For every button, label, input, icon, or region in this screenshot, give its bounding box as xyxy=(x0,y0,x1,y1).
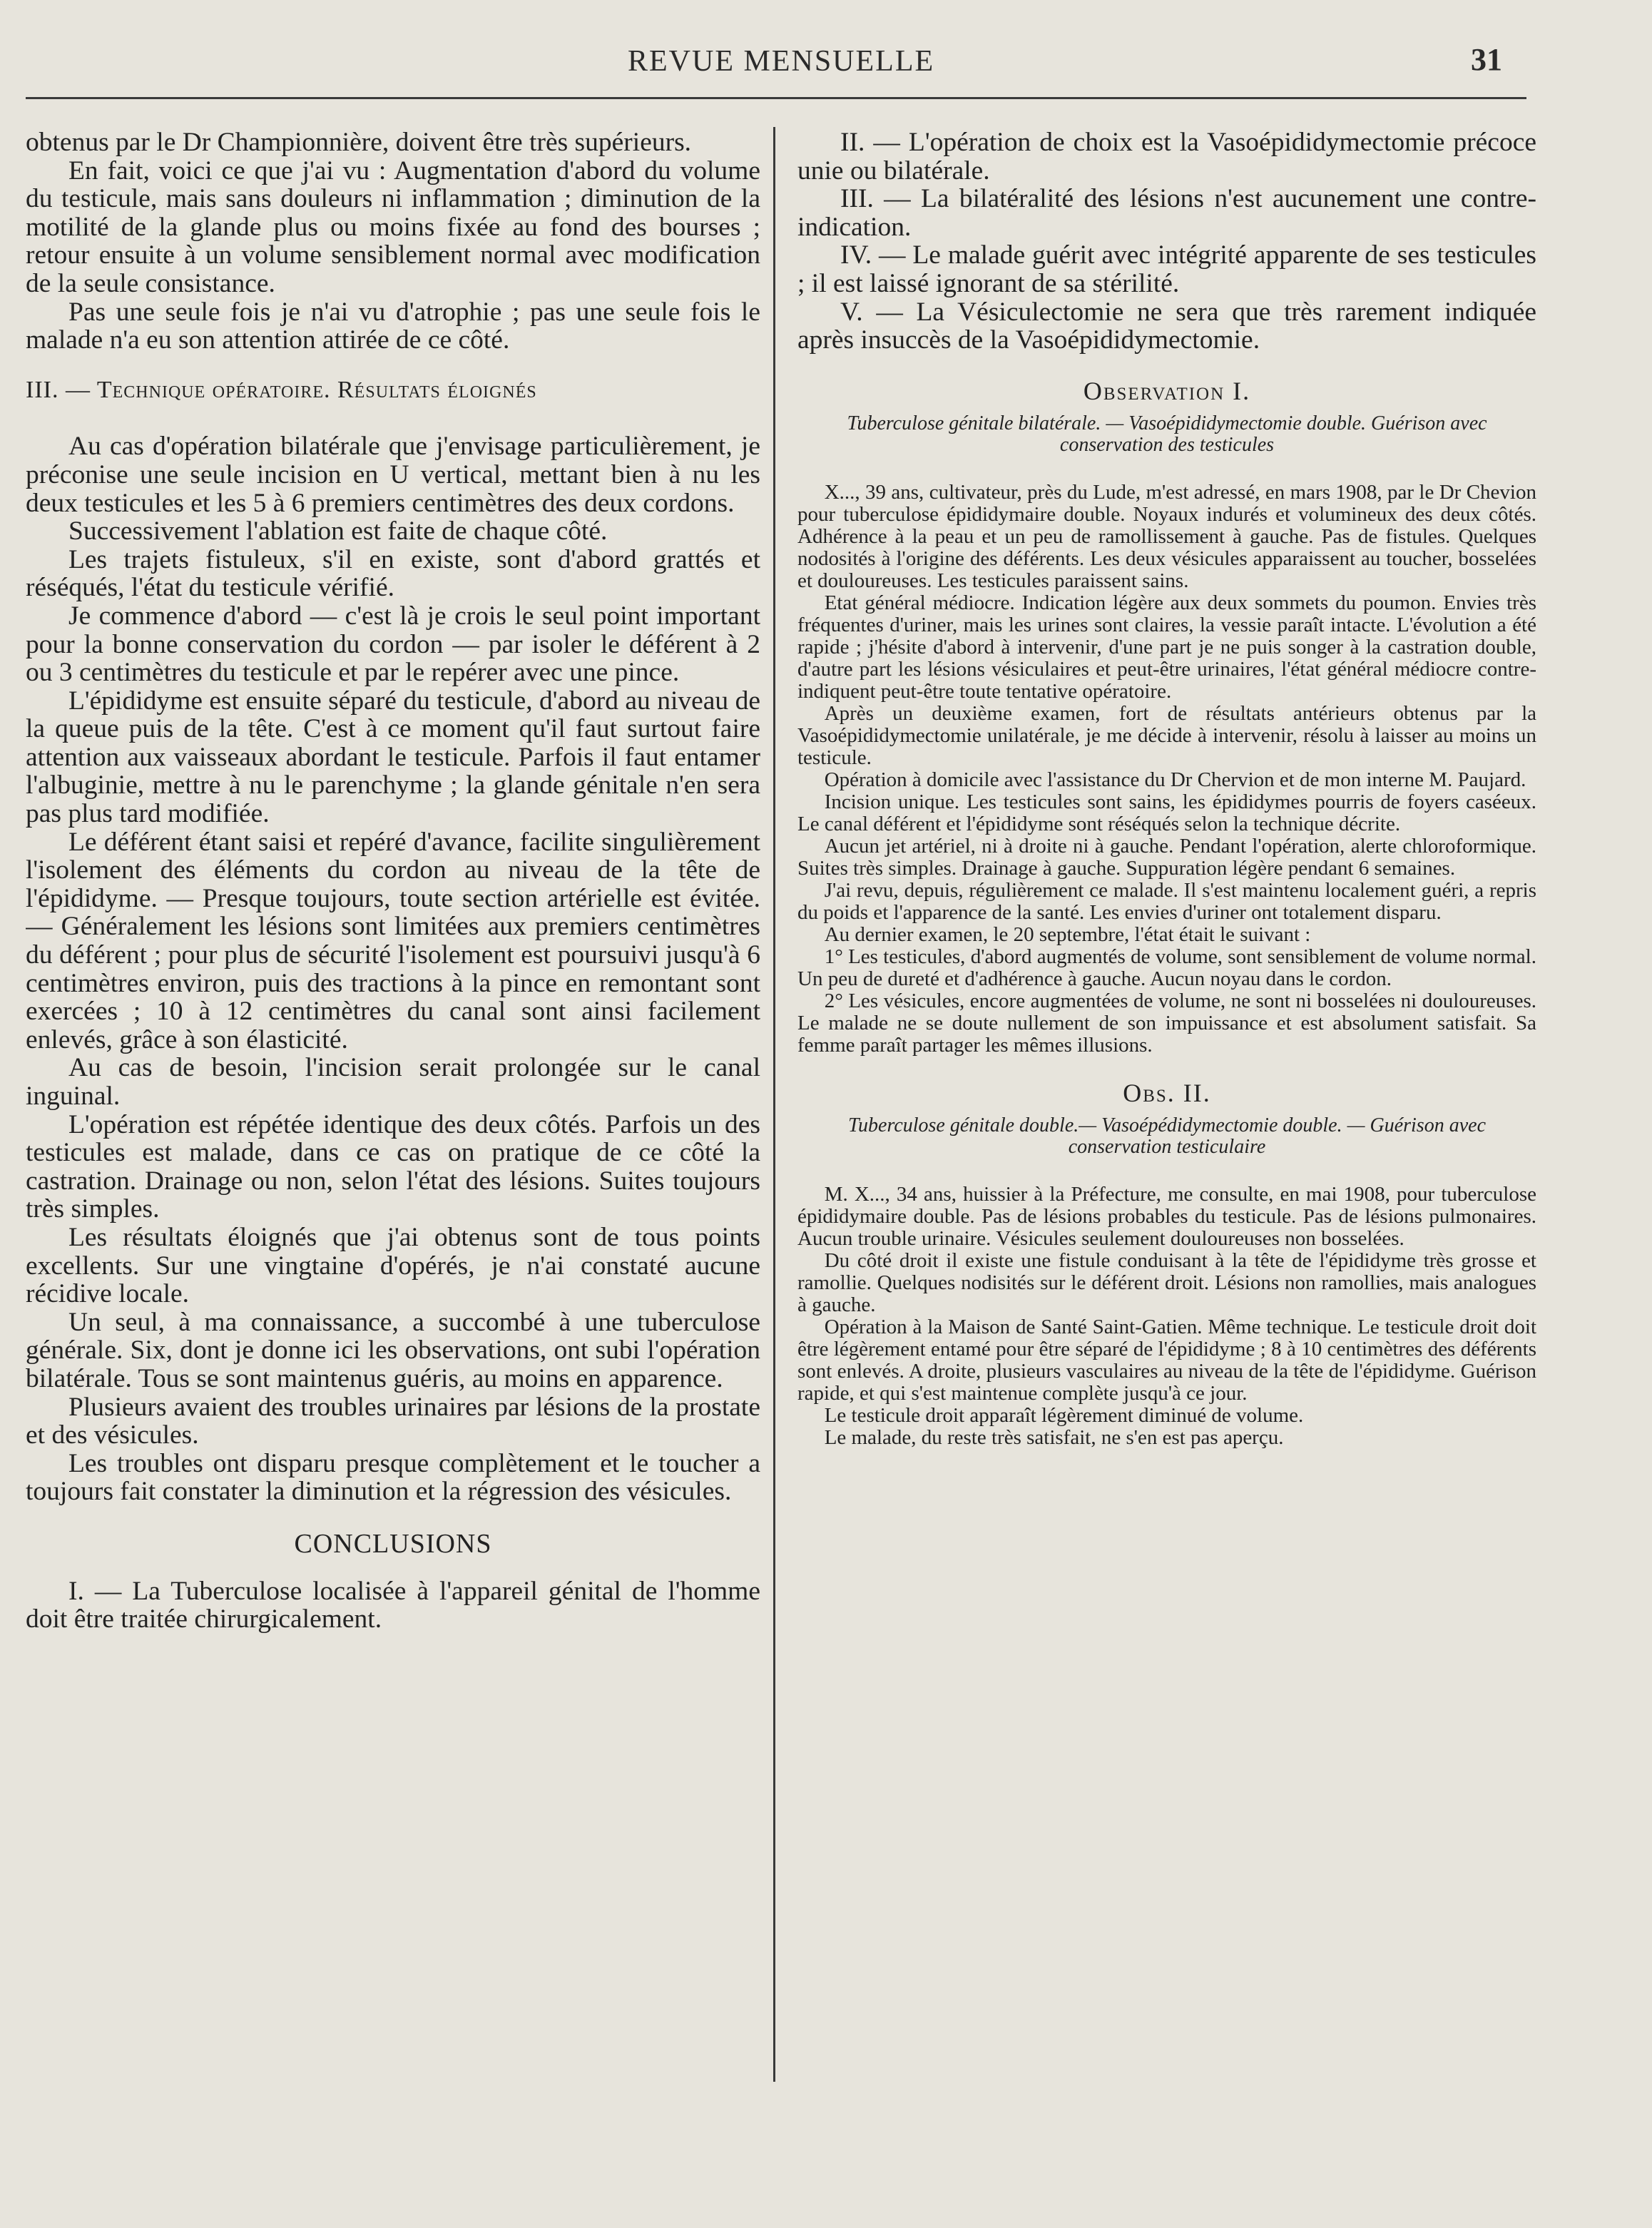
conclusions-heading: CONCLUSIONS xyxy=(294,1528,492,1559)
conclusion-item: I. — La Tuberculose localisée à l'appareil génital de l'homme doit être traitée chirurgicalement. xyxy=(26,1576,760,1634)
observation-paragraph: X..., 39 ans, cultivateur, près du Lude, m'est adressé, en mars 1908, par le Dr Chevion pour tuberculose épididymaire double. Noyaux indurés et volumineux des deux côtés. Adhérence à la peau et un peu de ramollissement à gauche. Pas de fistules. Quelques nodosités à l'origine des déférents. Les deux vésicules apparaissent au toucher, bosselées et douloureuses. Les testicules paraissent sains. xyxy=(797,480,1536,592)
observation-subtitle: Tuberculose génitale double.— Vasoépédidymectomie double. — Guérison avec conservation testiculaire xyxy=(848,1114,1486,1158)
paragraph: Les trajets fistuleux, s'il en existe, sont d'abord grattés et réséqués, l'état du testicule vérifié. xyxy=(26,544,760,603)
observation-heading: Observation I. xyxy=(1083,376,1251,405)
observation-subtitle: Tuberculose génitale bilatérale. — Vasoépididymectomie double. Guérison avec conservation des testicules xyxy=(847,412,1487,456)
header-rule xyxy=(26,97,1526,99)
paragraph: L'épididyme est ensuite séparé du testicule, d'abord au niveau de la queue puis de la tête. C'est à ce moment qu'il faut surtout faire attention aux vaisseaux abordant le testicule. Parfois il faut entamer l'albuginie, mettre à nu le parenchyme ; la glande génitale n'en sera pas plus tard modifiée. xyxy=(26,686,760,829)
paragraph: obtenus par le Dr Championnière, doivent être très supérieurs. xyxy=(26,128,692,157)
paragraph: Les troubles ont disparu presque complètement et le toucher a toujours fait constater la diminution et la régression des vésicules. xyxy=(26,1448,760,1507)
observation-paragraph: Après un deuxième examen, fort de résultats antérieurs obtenus par la Vasoépididymectomie unilatérale, je me décide à intervenir, résolu à laisser au moins un testicule. xyxy=(797,701,1536,769)
observation-paragraph: Incision unique. Les testicules sont sains, les épididymes pourris de foyers caséeux. Le canal déférent et l'épididyme sont réséqués selon la technique décrite. xyxy=(797,790,1536,835)
conclusion-item: II. — L'opération de choix est la Vasoépididymectomie précoce unie ou bilatérale. xyxy=(797,128,1536,185)
observation-paragraph: Du côté droit il existe une fistule conduisant à la tête de l'épididyme très grosse et ramollie. Quelques nodisités sur le déférent droit. Lésions non ramollies, mais analogues à gauche. xyxy=(797,1248,1536,1316)
paragraph: L'opération est répétée identique des deux côtés. Parfois un des testicules est malade, dans ce cas on pratique de ce côté la castration. Drainage ou non, selon l'état des lésions. Suites toujours très simples. xyxy=(26,1109,760,1224)
observation-paragraph: M. X..., 34 ans, huissier à la Préfecture, me consulte, en mai 1908, pour tuberculose épididymaire double. Pas de lésions probables du testicule. Pas de lésions pulmonaires. Aucun trouble urinaire. Vésicules seulement douloureuses non bosselées. xyxy=(797,1182,1536,1250)
paragraph: Je commence d'abord — c'est là je crois le seul point important pour la bonne conservation du cordon — par isoler le déférent à 2 ou 3 centimètres du testicule et par le repérer avec une pince. xyxy=(26,601,760,688)
observation-paragraph: Le malade, du reste très satisfait, ne s'en est pas aperçu. xyxy=(824,1425,1284,1449)
observation-paragraph: Aucun jet artériel, ni à droite ni à gauche. Pendant l'opération, alerte chloroformique. Suites très simples. Drainage à gauche. Suppuration légère pendant 6 semaines. xyxy=(797,834,1536,880)
paragraph: Pas une seule fois je n'ai vu d'atrophie ; pas une seule fois le malade n'a eu son attention attirée de ce côté. xyxy=(26,297,760,355)
observation-paragraph: J'ai revu, depuis, régulièrement ce malade. Il s'est maintenu localement guéri, a repris du poids et l'apparence de la santé. Les envies d'uriner ont totalement disparu. xyxy=(797,878,1536,924)
conclusion-item: IV. — Le malade guérit avec intégrité apparente de ses testicules ; il est laissé ignorant de sa stérilité. xyxy=(797,240,1536,298)
paragraph: Un seul, à ma connaissance, a succombé à une tuberculose générale. Six, dont je donne ici les observations, ont subi l'opération bilatérale. Tous se sont maintenus guéris, au moins en apparence. xyxy=(26,1307,760,1393)
conclusion-item: V. — La Vésiculectomie ne sera que très rarement indiquée après insuccès de la Vasoépididymectomie. xyxy=(797,297,1536,355)
paragraph: En fait, voici ce que j'ai vu : Augmentation d'abord du volume du testicule, mais sans douleurs ni inflammation ; diminution de la motilité de la glande plus ou moins fixée au fond des bourses ; retour ensuite à un volume sensiblement normal avec modification de la seule consistance. xyxy=(26,156,760,298)
observation-paragraph: Etat général médiocre. Indication légère aux deux sommets du poumon. Envies très fréquentes d'uriner, mais les urines sont claires, la vessie paraît intacte. L'évolution a été rapide ; j'hésite d'abord à intervenir, d'une part je ne puis songer à la castration double, d'autre part les lésions vésiculaires et peut-être urinaires, l'état général médiocre contre-indiquent peut-être toute tentative opératoire. xyxy=(797,591,1536,703)
paragraph: Au cas de besoin, l'incision serait prolongée sur le canal inguinal. xyxy=(26,1053,760,1111)
conclusions-continued xyxy=(797,128,1536,355)
paragraph: Le déférent étant saisi et repéré d'avance, facilite singulièrement l'isolement des éléments du cordon au niveau de la tête de l'épididyme. — Presque toujours, toute section artérielle est évitée.— Généralement les lésions sont limitées aux premiers centimètres du déférent ; pour plus de sécurité l'isolement est poursuivi jusqu'à 6 centimètres environ, puis des tractions à la pince en remontant sont exercées ; 10 à 12 centimètres du canal sont ainsi facilement enlevés, grâce à son élasticité. xyxy=(26,827,760,1054)
observation-heading: Obs. II. xyxy=(1123,1078,1211,1107)
paragraph: Les résultats éloignés que j'ai obtenus sont de tous points excellents. Sur une vingtaine d'opérés, je n'ai constaté aucune récidive locale. xyxy=(26,1222,760,1309)
column-divider xyxy=(773,127,775,2082)
paragraph: Plusieurs avaient des troubles urinaires par lésions de la prostate et des vésicules. xyxy=(26,1392,760,1450)
observation-paragraph: 2° Les vésicules, encore augmentées de volume, ne sont ni bosselées ni douloureuses. Le malade ne se doute nullement de son impuissance et est absolument satisfait. Sa femme paraît partager les mêmes illusions. xyxy=(797,989,1536,1057)
paragraph: Au cas d'opération bilatérale que j'envisage particulièrement, je préconise une seule incision en U vertical, mettant bien à nu les deux testicules et les 5 à 6 premiers centimètres des deux cordons. xyxy=(26,432,760,518)
paragraph: Successivement l'ablation est faite de chaque côté. xyxy=(68,517,608,546)
right-column xyxy=(797,128,1536,2083)
observation-paragraph: Au dernier examen, le 20 septembre, l'état était le suivant : xyxy=(824,922,1311,946)
observation-paragraph: Opération à la Maison de Santé Saint-Gatien. Même technique. Le testicule droit doit être légèrement entamé pour être séparé de l'épididyme ; 8 à 10 centimètres des déférents sont enlevés. A droite, plusieurs vasculaires au niveau de la tête de l'épididyme. Guérison rapide, et qui s'est maintenue complète jusqu'à ce jour. xyxy=(797,1315,1536,1405)
observation-body xyxy=(797,1184,1536,1449)
observation-paragraph: 1° Les testicules, d'abord augmentés de volume, sont sensiblement de volume normal. Un peu de dureté et d'adhérence à gauche. Aucun noyau dans le cordon. xyxy=(797,945,1536,990)
conclusion-item: III. — La bilatéralité des lésions n'est aucunement une contre-indication. xyxy=(797,184,1536,242)
observation-paragraph: Le testicule droit apparaît légèrement diminué de volume. xyxy=(824,1403,1304,1427)
observation-body xyxy=(797,482,1536,1057)
section-heading: III. — Technique opératoire. Résultats éloignés xyxy=(26,376,537,403)
running-head: REVUE MENSUELLE xyxy=(628,45,935,78)
page-number: 31 xyxy=(1471,42,1502,77)
observation-paragraph: Opération à domicile avec l'assistance du Dr Chervion et de mon interne M. Paujard. xyxy=(824,768,1526,791)
left-column xyxy=(26,128,760,2083)
